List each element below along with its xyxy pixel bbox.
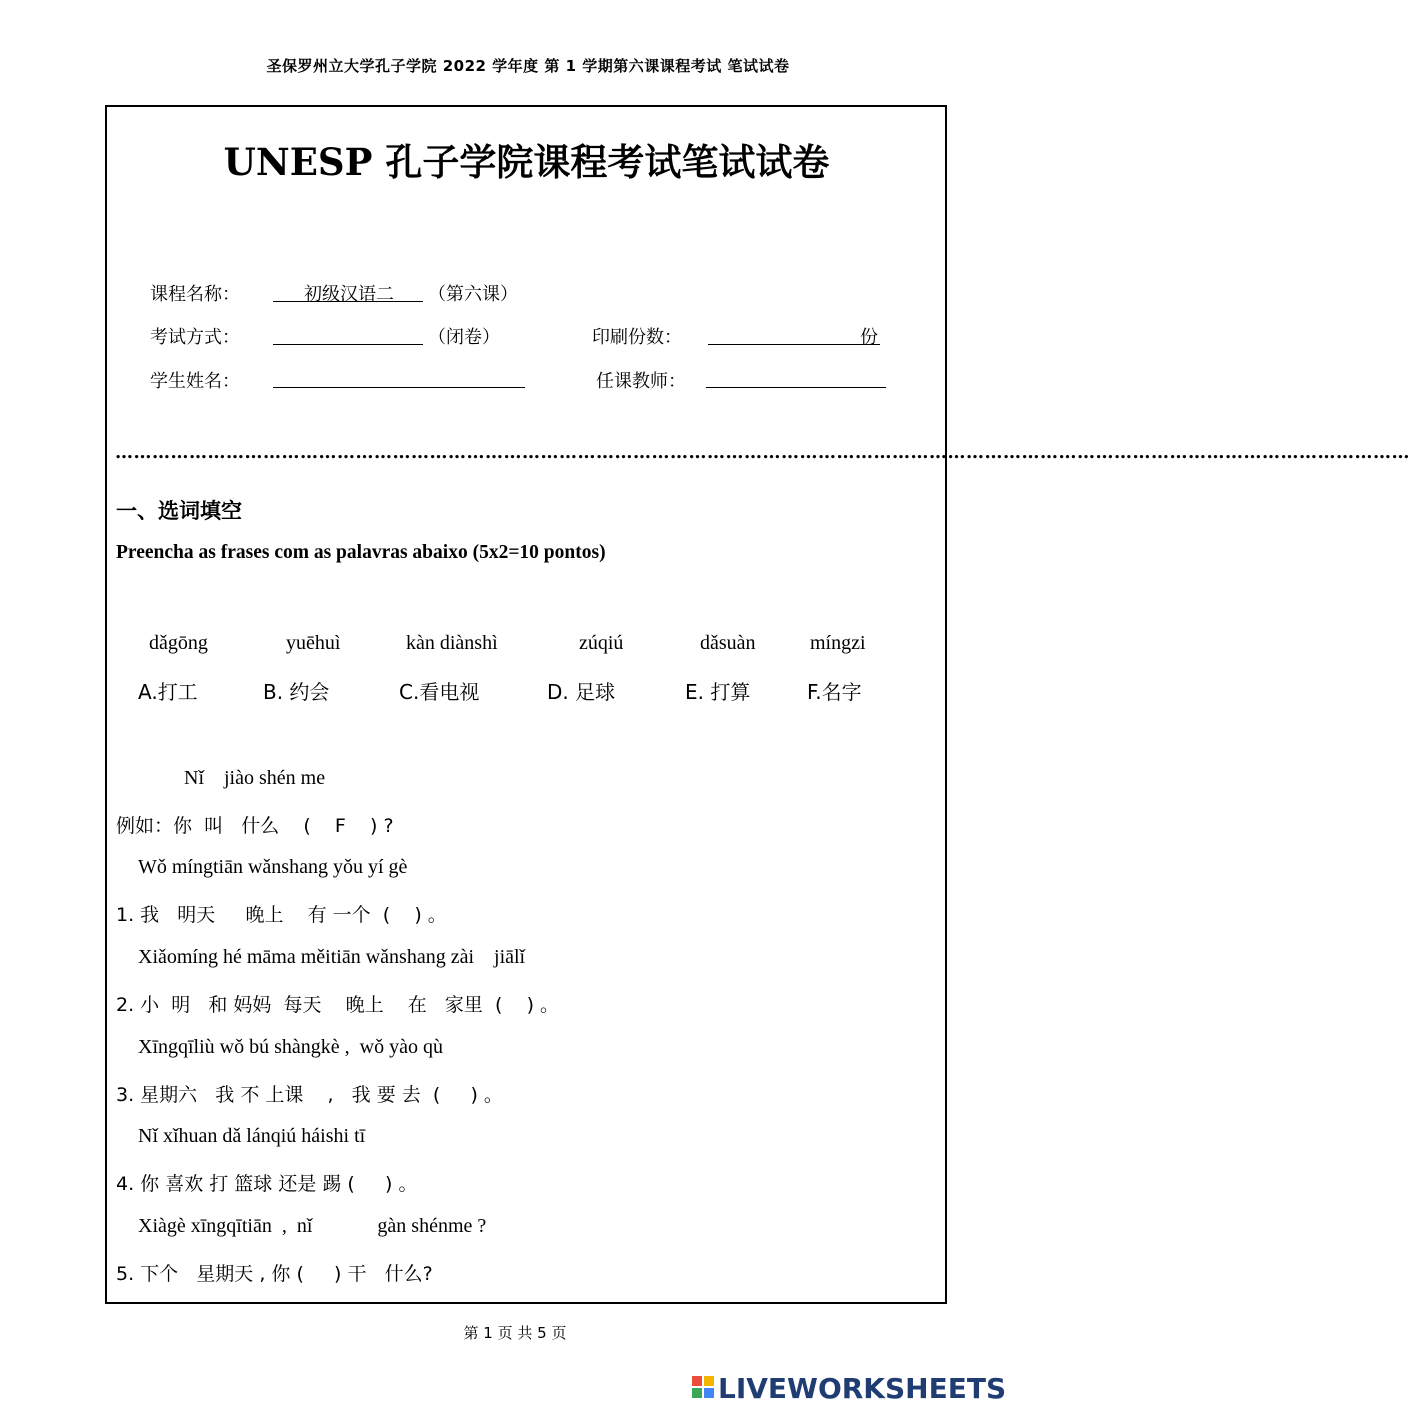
page-number: 第 1 页 共 5 页	[463, 1324, 567, 1342]
exam-header: 圣保罗州立大学孔子学院 2022 学年度 第 1 学期第六课课程考试 笔试试卷	[266, 57, 790, 75]
course-suffix: （第六课）	[428, 284, 518, 305]
question-pinyin: Wǒ míngtiān wǎnshang yǒu yí gè	[138, 856, 408, 878]
option-b: B. 约会	[263, 680, 330, 704]
exam-type-label: 考试方式：	[150, 327, 240, 348]
brand-wordmark[interactable]: LIVEWORKSHEETS	[718, 1372, 1007, 1405]
example-sentence: 例如：你 叫 什么 ( F ) ?	[116, 815, 394, 837]
teacher-label: 任课教师：	[596, 371, 686, 392]
course-underline	[273, 301, 423, 302]
section-heading: 一、选词填空	[116, 499, 242, 523]
exam-type-suffix: （闭卷）	[428, 327, 500, 348]
option-c: C.看电视	[399, 680, 480, 704]
teacher-field[interactable]	[706, 387, 886, 388]
dotted-divider: …………………………………………………………………………………………………………………………………………………………………………………………	[115, 442, 1410, 463]
option-a: A.打工	[138, 680, 198, 704]
student-name-field[interactable]	[273, 387, 525, 388]
example-pinyin: Nǐ jiào shén me	[184, 767, 326, 789]
copies-label: 印刷份数：	[592, 327, 682, 348]
student-name-label: 学生姓名：	[150, 371, 240, 392]
copies-unit: 份	[860, 327, 878, 348]
option-e: E. 打算	[685, 680, 751, 704]
question-text[interactable]: 4. 你 喜欢 打 篮球 还是 踢 ( ) 。	[116, 1173, 418, 1195]
section-instruction: Preencha as frases com as palavras abaixo (5x2=10 pontos)	[116, 542, 606, 563]
pinyin-f: míngzi	[810, 632, 866, 654]
question-pinyin: Xiàgè xīngqītiān , nǐ gàn shénme ?	[138, 1215, 487, 1237]
pinyin-e: dǎsuàn	[700, 632, 756, 654]
pinyin-b: yuēhuì	[286, 632, 341, 654]
exam-type-field[interactable]	[273, 344, 423, 345]
course-value: 初级汉语二	[304, 284, 394, 305]
option-d: D. 足球	[547, 680, 616, 704]
question-text[interactable]: 1. 我 明天 晚上 有 一个 ( ) 。	[116, 904, 447, 926]
page-title: UNESP 孔子学院课程考试笔试试卷	[223, 140, 830, 184]
pinyin-a: dǎgōng	[149, 632, 208, 654]
pinyin-d: zúqiú	[579, 632, 624, 654]
pinyin-c: kàn diànshì	[406, 632, 498, 654]
option-f: F.名字	[807, 680, 862, 704]
liveworksheets-logo-icon	[692, 1376, 714, 1398]
question-text[interactable]: 3. 星期六 我 不 上课 , 我 要 去 ( ) 。	[116, 1084, 503, 1106]
question-pinyin: Xīngqīliù wǒ bú shàngkè , wǒ yào qù	[138, 1036, 443, 1058]
question-text[interactable]: 5. 下个 星期天 , 你 ( ) 干 什么?	[116, 1263, 433, 1285]
course-label: 课程名称：	[150, 284, 240, 305]
question-text[interactable]: 2. 小 明 和 妈妈 每天 晚上 在 家里 ( ) 。	[116, 994, 560, 1016]
copies-field[interactable]	[708, 344, 880, 345]
question-pinyin: Nǐ xǐhuan dǎ lánqiú háishi tī	[138, 1125, 366, 1147]
question-pinyin: Xiǎomíng hé māma měitiān wǎnshang zài jiālǐ	[138, 946, 526, 968]
